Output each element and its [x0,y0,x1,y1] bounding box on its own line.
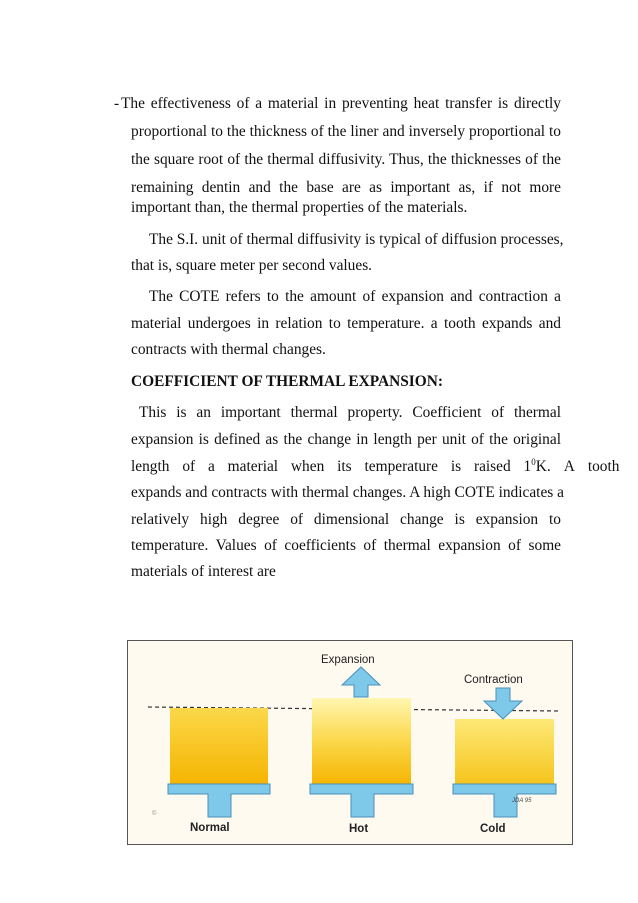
superscript-zero: 0 [531,457,536,467]
body-line: The S.I. unit of thermal diffusivity is typical of diffusion processes, [149,231,564,248]
body-line-with-superscript [131,457,620,477]
body-line: proportional to the thickness of the liner and inversely proportional to [131,123,561,140]
cold-base [453,784,556,817]
hot-block [312,698,411,785]
body-line: temperature. Values of coefficients of thermal expansion of some [131,537,561,554]
body-line: the square root of the thermal diffusivity. Thus, the thicknesses of the [131,151,561,168]
cold-block [455,719,554,785]
expansion-label: Expansion [321,654,375,666]
body-line: material undergoes in relation to temperature. a tooth expands and [131,315,561,332]
figure-drawing [128,641,574,846]
body-line: important than, the thermal properties of the materials. [131,199,468,216]
caption-cold: Cold [480,823,506,835]
body-line-part: length of a material when its temperature is raised 1 [131,458,532,475]
body-line: remaining dentin and the base are as important as, if not more [131,179,561,196]
body-line: contracts with thermal changes. [131,341,326,358]
normal-base [168,784,270,817]
body-line: materials of interest are [131,563,276,580]
copyright-mark: © [152,811,157,817]
body-line-part: K. A tooth [535,458,620,475]
bullet-dash: - [114,95,120,112]
contraction-label: Contraction [464,674,523,686]
hot-base [310,784,413,817]
body-line: This is an important thermal property. Coefficient of thermal [139,404,561,421]
body-line: The COTE refers to the amount of expansion and contraction a [149,288,561,305]
caption-hot: Hot [349,823,369,835]
body-line: that is, square meter per second values. [131,257,373,274]
body-line: expands and contracts with thermal changes. A high COTE indicates a [131,484,564,501]
normal-block [170,708,268,785]
thermal-expansion-figure [127,640,573,845]
expansion-arrow-icon [342,667,380,697]
caption-normal: Normal [190,822,230,834]
temperature-unit [531,457,619,477]
contraction-arrow-icon [484,688,522,719]
artist-signature: JDA 95 [512,798,532,804]
section-heading: COEFFICIENT OF THERMAL EXPANSION: [131,373,443,390]
body-line: relatively high degree of dimensional change is expansion to [131,511,561,528]
body-line: The effectiveness of a material in preventing heat transfer is directly [121,95,561,112]
body-line: expansion is defined as the change in length per unit of the original [131,431,561,448]
